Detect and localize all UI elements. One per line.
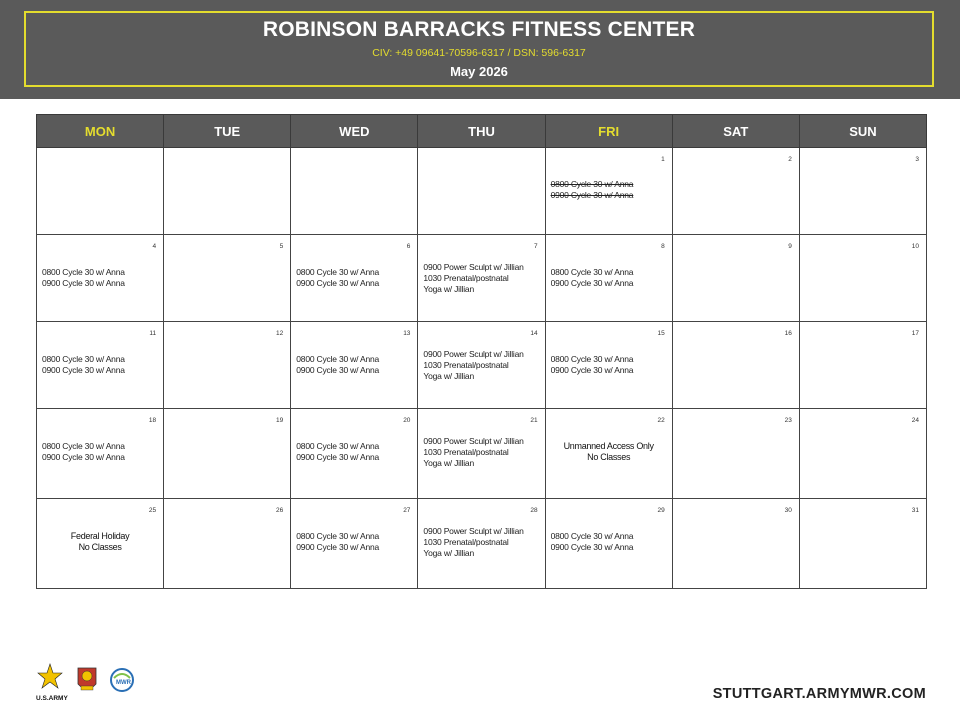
day-cell-tue: [164, 148, 291, 235]
day-cell-wed: [291, 148, 418, 235]
day-cell-mon: [37, 499, 164, 589]
day-number: 23: [784, 417, 792, 424]
day-cell-sat: [672, 499, 799, 589]
day-number: 25: [148, 507, 157, 514]
class-entry: 0800 Cycle 30 w/ Anna: [296, 441, 380, 451]
day-number: 13: [403, 330, 411, 337]
day-number: 16: [784, 330, 792, 337]
day-number: 5: [279, 243, 284, 250]
class-entry: 0800 Cycle 30 w/ Anna: [550, 354, 634, 364]
week-row: [37, 148, 927, 235]
day-cell-fri: [545, 235, 672, 322]
class-entry: 0900 Cycle 30 w/ Anna: [550, 542, 634, 552]
week-row: [37, 499, 927, 589]
closure-notice: Unmanned Access Only: [563, 441, 654, 451]
day-number: 20: [403, 417, 411, 424]
day-number: 28: [530, 507, 538, 514]
army-star-logo: [36, 664, 68, 702]
day-number: 8: [661, 243, 665, 250]
day-cell-sat: [672, 235, 799, 322]
class-entry: 0900 Cycle 30 w/ Anna: [296, 542, 380, 552]
class-entry: 0900 Cycle 30 w/ Anna: [296, 278, 380, 288]
class-entry: 0800 Cycle 30 w/ Anna: [296, 531, 380, 541]
contact-phone: CIV: +49 09641-70596-6317 / DSN: 596-6317: [372, 47, 586, 59]
day-cell-thu: [418, 148, 545, 235]
day-cell-thu: [418, 499, 545, 589]
day-number: 2: [788, 156, 792, 163]
day-cell-wed: [291, 322, 418, 409]
class-entry: Yoga w/ Jillian: [423, 284, 474, 294]
day-cell-sat: [672, 409, 799, 499]
class-entry: 1030 Prenatal/postnatal: [423, 273, 509, 283]
weekday-tue: TUE: [164, 115, 291, 148]
header-banner: [0, 0, 960, 99]
class-entry: 1030 Prenatal/postnatal: [423, 360, 509, 370]
class-entry: 1030 Prenatal/postnatal: [423, 537, 509, 547]
header-frame: [24, 11, 934, 87]
footer-website-link[interactable]: STUTTGART.ARMYMWR.COM: [712, 686, 926, 702]
weekday-wed: WED: [291, 115, 418, 148]
day-number: 10: [911, 243, 919, 250]
day-number: 3: [915, 156, 919, 163]
class-entry: 0900 Cycle 30 w/ Anna: [296, 452, 380, 462]
day-cell-wed: [291, 409, 418, 499]
day-number: 17: [911, 330, 919, 337]
day-cell-thu: [418, 409, 545, 499]
day-cell-tue: [164, 499, 291, 589]
class-entry: 0800 Cycle 30 w/ Anna: [296, 354, 380, 364]
day-cell-wed: [291, 499, 418, 589]
day-number: 19: [276, 417, 284, 424]
day-cell-fri: [545, 499, 672, 589]
day-cell-mon: [37, 409, 164, 499]
class-entry: 0900 Cycle 30 w/ Anna: [550, 190, 634, 200]
day-number: 18: [148, 417, 157, 424]
day-number: 7: [533, 243, 538, 250]
day-cell-thu: [418, 322, 545, 409]
weekday-sat: SAT: [672, 115, 799, 148]
day-cell-sun: [799, 148, 926, 235]
week-row: [37, 235, 927, 322]
day-cell-mon: [37, 148, 164, 235]
weekday-thu: THU: [418, 115, 545, 148]
day-cell-sun: [799, 499, 926, 589]
garrison-crest-logo: [78, 668, 96, 690]
class-entry: 0800 Cycle 30 w/ Anna: [550, 179, 634, 189]
closure-notice: No Classes: [587, 452, 631, 462]
day-number: 9: [788, 243, 792, 250]
day-cell-sat: [672, 322, 799, 409]
calendar-table: [36, 114, 927, 589]
class-entry: 0800 Cycle 30 w/ Anna: [550, 267, 634, 277]
day-cell-sun: [799, 235, 926, 322]
closure-notice: Federal Holiday: [70, 531, 130, 541]
class-entry: 0900 Cycle 30 w/ Anna: [550, 365, 634, 375]
class-entry: 0800 Cycle 30 w/ Anna: [42, 441, 125, 451]
day-number: 27: [403, 507, 411, 514]
mwr-logo-text: MWR: [116, 680, 131, 686]
day-number: 22: [657, 417, 665, 424]
day-cell-fri: [545, 409, 672, 499]
day-number: 15: [657, 330, 665, 337]
day-cell-sun: [799, 322, 926, 409]
day-cell-mon: [37, 235, 164, 322]
page-title: ROBINSON BARRACKS FITNESS CENTER: [262, 18, 696, 41]
class-entry: 0800 Cycle 30 w/ Anna: [42, 354, 125, 364]
calendar-body: [37, 148, 927, 589]
day-number: 14: [530, 330, 538, 337]
class-entry: Yoga w/ Jillian: [423, 371, 474, 381]
class-entry: 0900 Power Sculpt w/ Jillian: [423, 262, 524, 272]
day-cell-tue: [164, 409, 291, 499]
day-cell-wed: [291, 235, 418, 322]
class-entry: 0900 Cycle 30 w/ Anna: [42, 365, 125, 375]
logo-group: [36, 662, 146, 702]
day-cell-thu: [418, 235, 545, 322]
class-entry: 1030 Prenatal/postnatal: [423, 447, 509, 457]
logos-svg: [36, 662, 146, 702]
weekday-header-row: [37, 115, 927, 148]
day-cell-mon: [37, 322, 164, 409]
class-entry: 0900 Power Sculpt w/ Jillian: [423, 526, 524, 536]
day-number: 31: [911, 507, 919, 514]
class-entry: Yoga w/ Jillian: [423, 458, 474, 468]
day-cell-tue: [164, 235, 291, 322]
day-cell-fri: [545, 322, 672, 409]
class-entry: 0800 Cycle 30 w/ Anna: [42, 267, 125, 277]
day-number: 4: [152, 243, 157, 250]
closure-notice: No Classes: [78, 542, 122, 552]
class-entry: 0900 Cycle 30 w/ Anna: [42, 278, 125, 288]
week-row: [37, 322, 927, 409]
class-entry: 0800 Cycle 30 w/ Anna: [550, 531, 634, 541]
month-label: May 2026: [450, 64, 508, 79]
class-entry: 0900 Cycle 30 w/ Anna: [550, 278, 634, 288]
class-entry: 0900 Power Sculpt w/ Jillian: [423, 349, 524, 359]
day-number: 1: [661, 156, 665, 163]
class-entry: 0900 Cycle 30 w/ Anna: [296, 365, 380, 375]
day-number: 21: [530, 417, 538, 424]
day-number: 11: [149, 330, 157, 337]
week-row: [37, 409, 927, 499]
day-cell-sun: [799, 409, 926, 499]
class-entry: 0800 Cycle 30 w/ Anna: [296, 267, 380, 277]
mwr-logo: [111, 669, 133, 691]
day-cell-fri: [545, 148, 672, 235]
day-number: 30: [784, 507, 792, 514]
class-entry: 0900 Cycle 30 w/ Anna: [42, 452, 125, 462]
day-number: 12: [276, 330, 284, 337]
weekday-mon: MON: [37, 115, 164, 148]
army-logo-text: U.S.ARMY: [36, 695, 68, 702]
day-number: 24: [911, 417, 919, 424]
class-entry: Yoga w/ Jillian: [423, 548, 474, 558]
weekday-fri: FRI: [545, 115, 672, 148]
day-number: 26: [276, 507, 284, 514]
day-cell-sat: [672, 148, 799, 235]
class-entry: 0900 Power Sculpt w/ Jillian: [423, 436, 524, 446]
day-number: 6: [406, 243, 411, 250]
day-number: 29: [657, 507, 665, 514]
day-cell-tue: [164, 322, 291, 409]
weekday-sun: SUN: [799, 115, 926, 148]
